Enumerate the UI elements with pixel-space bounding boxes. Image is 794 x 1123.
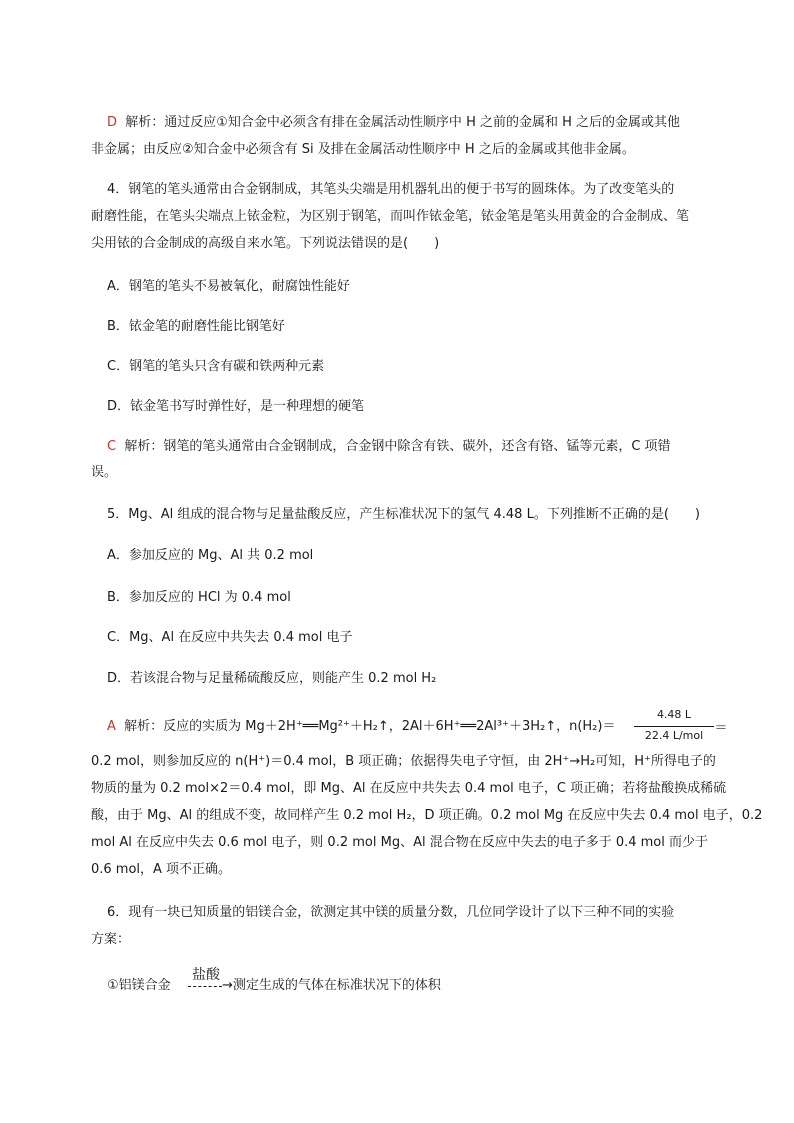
q5-option-c: C．Mg、Al 在反应中共失去 0.4 mol 电子: [107, 630, 353, 645]
q5-analysis-line-1: [107, 717, 615, 737]
q6-scheme-1-arrow-shaft: [188, 986, 222, 987]
q4-answer: C: [107, 439, 117, 454]
q5-stem: 5．Mg、Al 组成的混合物与足量盐酸反应，产生标准状况下的氢气 4.48 L。下列推断不正确的是( ): [107, 507, 700, 522]
q4-analysis-line-2: 误。: [91, 465, 118, 480]
q5-analysis-line-2: 0.2 mol，则参加反应的 n(H⁺)＝0.4 mol，B 项正确；依据得失电子守恒，由 2H⁺→H₂可知，H⁺所得电子的: [91, 754, 716, 769]
q4-stem-line-2: 耐磨性能，在笔头尖端点上铱金粒，为区别于钢笔，而叫作铱金笔，铱金笔是笔头用黄金的合金制成、笔: [91, 209, 690, 224]
q3-analysis-line-2: 非金属；由反应②知合金中必须含有 Si 及排在金属活动性顺序中 H 之后的金属或其他非金属。: [91, 142, 635, 157]
q5-analysis-line-3: 物质的量为 0.2 mol×2＝0.4 mol，即 Mg、Al 在反应中共失去 0.4 mol 电子，C 项正确；若将盐酸换成稀硫: [91, 781, 727, 796]
q6-stem-line-2: 方案：: [91, 932, 131, 947]
q3-analysis-line-1: [107, 113, 680, 133]
q5-fraction-numerator: 4.48 L: [656, 708, 692, 721]
q5-analysis-text-1: 解析：反应的实质为 Mg＋2H⁺══Mg²⁺＋H₂↑，2Al＋6H⁺══2Al³⁺＋3H₂↑，n(H₂)＝: [124, 719, 616, 734]
q3-answer: D: [107, 115, 118, 130]
q4-option-a: A．钢笔的笔头不易被氧化，耐腐蚀性能好: [107, 279, 350, 294]
q5-analysis-line-6: 0.6 mol，A 项不正确。: [91, 862, 232, 877]
q4-analysis-line-1: [107, 437, 671, 457]
q5-fraction-denominator: 22.4 L/mol: [644, 729, 704, 742]
q3-analysis-text-1: 解析：通过反应①知合金中必须含有排在金属活动性顺序中 H 之前的金属和 H 之后的金属或其他: [125, 115, 681, 130]
q5-answer: A: [107, 719, 116, 734]
q6-stem-line-1: 6．现有一块已知质量的铝镁合金，欲测定其中镁的质量分数，几位同学设计了以下三种不同的实验: [107, 905, 675, 920]
q5-option-d: D．若该混合物与足量稀硫酸反应，则能产生 0.2 mol H₂: [107, 671, 437, 686]
q4-stem-line-3: 尖用铱的合金制成的高级自来水笔。下列说法错误的是( ): [91, 236, 440, 251]
q4-stem-line-1: 4．钢笔的笔头通常由合金钢制成，其笔头尖端是用机器轧出的便于书写的圆珠体。为了改变笔头的: [107, 182, 675, 197]
q4-analysis-text-1: 解析：钢笔的笔头通常由合金钢制成，合金钢中除含有铁、碳外，还含有铬、锰等元素，C 项错: [124, 439, 671, 454]
q5-fraction-bar: [634, 726, 714, 727]
q4-option-c: C．钢笔的笔头只含有碳和铁两种元素: [107, 359, 325, 374]
q6-scheme-1-end: →测定生成的气体在标准状况下的体积: [222, 978, 441, 993]
q5-analysis-line-4: 酸，由于 Mg、Al 的组成不变，故同样产生 0.2 mol H₂，D 项正确。0.2 mol Mg 在反应中失去 0.4 mol 电子，0.2: [91, 808, 763, 823]
q5-option-b: B．参加反应的 HCl 为 0.4 mol: [107, 590, 291, 605]
q6-scheme-1-reagent: 盐酸: [192, 967, 220, 983]
q4-option-d: D．铱金笔书写时弹性好，是一种理想的硬笔: [107, 399, 365, 414]
q4-option-b: B．铱金笔的耐磨性能比钢笔好: [107, 319, 285, 334]
q5-fraction-equals: ＝: [714, 721, 728, 736]
q5-analysis-line-5: mol Al 在反应中失去 0.6 mol 电子，则 0.2 mol Mg、Al 混合物在反应中失去的电子多于 0.4 mol 而少于: [91, 835, 709, 850]
q5-option-a: A．参加反应的 Mg、Al 共 0.2 mol: [107, 548, 314, 563]
q6-scheme-1-start: ①铝镁合金: [107, 978, 171, 993]
